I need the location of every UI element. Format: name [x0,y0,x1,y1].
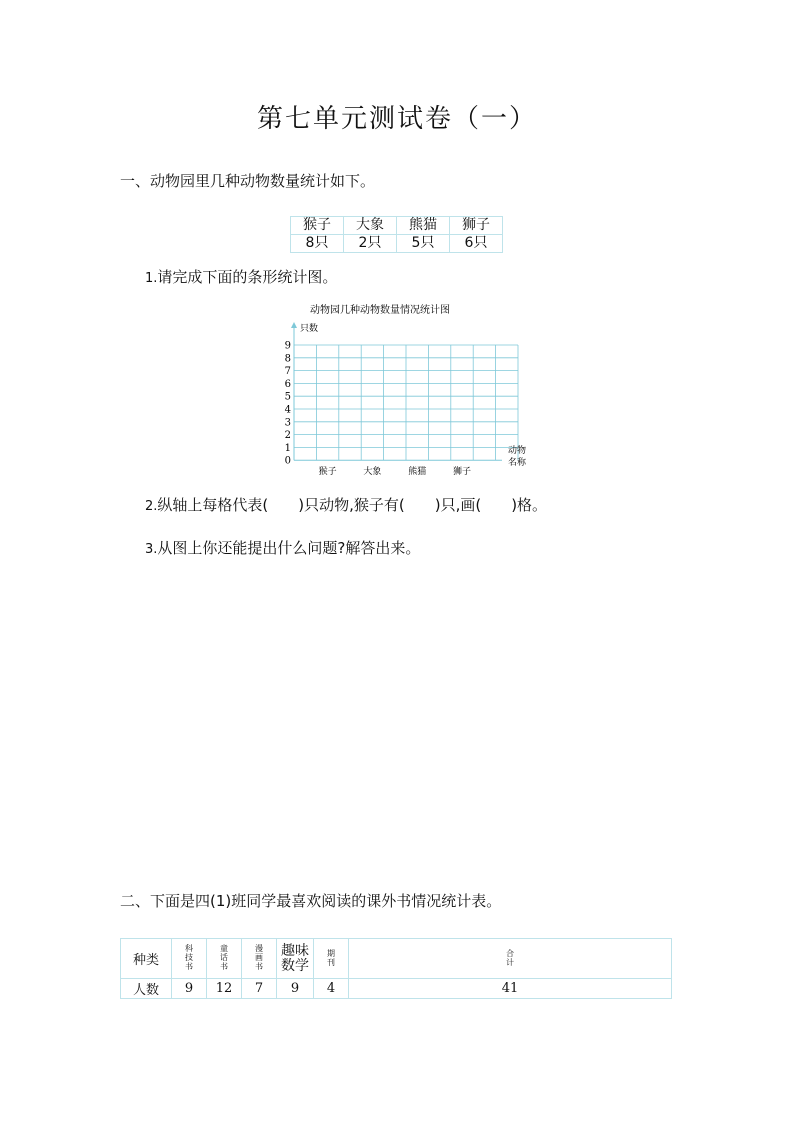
y-tick-label: 1 [284,442,291,454]
category-cell [172,939,207,979]
table-value-cell: 5只 [397,235,450,253]
y-tick-label: 7 [284,366,291,378]
row-label-count: 人数 [121,979,172,999]
table-value-cell: 2只 [344,235,397,253]
x-category-label: 猴子 [318,467,337,478]
question-3 [145,537,420,558]
question-number: 1. [145,271,158,286]
y-tick-label: 6 [284,378,291,390]
category-label: 期刊 [327,948,335,967]
category-label: 漫画书 [255,944,263,971]
table-header-cell: 熊猫 [397,217,450,235]
y-axis-arrow [291,322,297,328]
question-text: 请完成下面的条形统计图。 [157,268,338,286]
table-header-cell: 大象 [344,217,397,235]
question-text: 纵轴上每格代表( )只动物,猴子有( )只,画( )格。 [157,496,548,514]
chart-grid [294,345,518,460]
value-cell: 4 [314,979,349,999]
question-text: 从图上你还能提出什么问题?解答出来。 [157,539,421,557]
category-label: 合计 [506,948,514,967]
question-2 [145,494,547,515]
table-header-cell: 猴子 [291,217,344,235]
x-axis-label-line2: 名称 [508,458,527,468]
table-value-cell: 6只 [450,235,503,253]
bar-chart [270,298,560,480]
category-label: 科技书 [185,944,193,971]
y-tick-label: 0 [284,455,291,467]
value-cell: 41 [349,979,672,999]
chart-title: 动物园几种动物数量情况统计图 [310,305,450,316]
section2-heading: 二、下面是四(1)班同学最喜欢阅读的课外书情况统计表。 [120,892,502,910]
y-tick-label: 3 [284,417,291,429]
category-cell [242,939,277,979]
y-tick-label: 5 [284,391,291,403]
x-category-label: 大象 [363,467,382,478]
y-tick-label: 9 [284,340,291,352]
y-tick-label: 8 [284,353,291,365]
category-label: 童话书 [220,944,228,971]
x-category-labels [319,465,471,477]
category-cell [314,939,349,979]
value-cell: 9 [172,979,207,999]
animal-count-table [290,216,503,253]
category-label: 趣味数学 [281,942,309,974]
row-label-kind: 种类 [121,939,172,979]
x-axis-label-line1: 动物 [508,446,527,456]
books-table [120,938,672,999]
table-header-cell: 狮子 [450,217,503,235]
y-tick-label: 4 [284,404,291,416]
y-axis-label: 只数 [300,324,319,334]
value-cell: 12 [207,979,242,999]
y-tick-labels [285,341,291,467]
category-cell [277,939,314,979]
value-cell: 7 [242,979,277,999]
x-category-label: 狮子 [452,467,472,478]
table-value-cell: 8只 [291,235,344,253]
question-number: 2. [145,499,158,514]
page-title: 第七单元测试卷（一） [256,104,537,134]
category-cell [207,939,242,979]
value-cell: 9 [277,979,314,999]
x-category-label: 熊猫 [408,467,427,478]
category-cell [349,939,672,979]
question-1 [145,266,337,287]
question-number: 3. [145,542,158,557]
section1-heading: 一、动物园里几种动物数量统计如下。 [120,172,376,190]
y-tick-label: 2 [284,430,291,442]
chart-axis [291,322,502,460]
